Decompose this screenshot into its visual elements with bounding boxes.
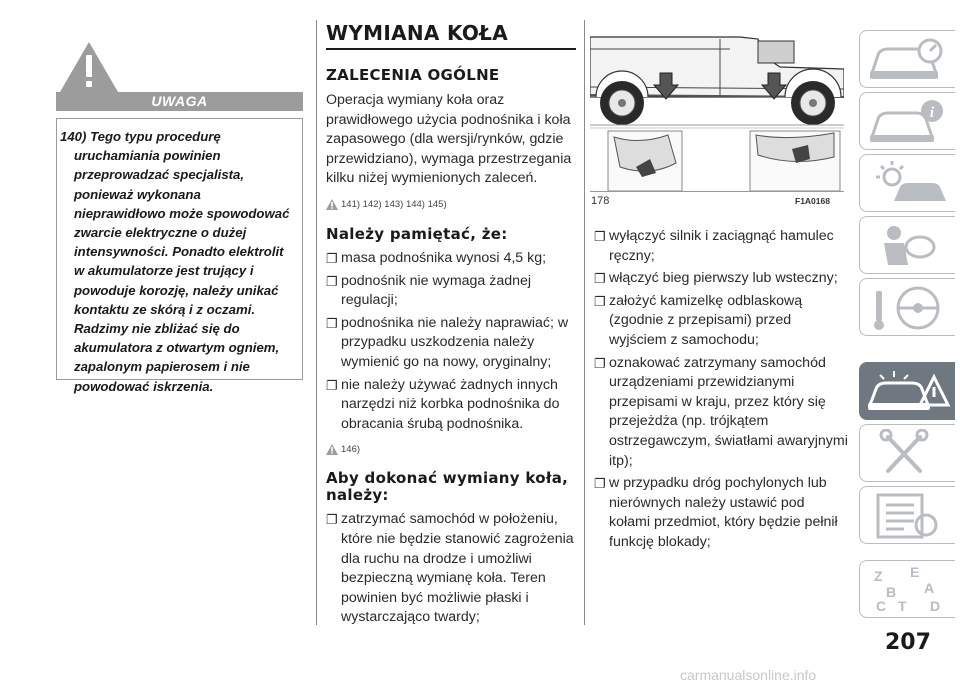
index-alphabet-icon <box>864 565 952 615</box>
remember-list <box>326 249 576 434</box>
steps-title: Aby dokonać wymiany koła, należy: <box>326 469 569 505</box>
list-item: ❐ podnośnika nie należy naprawiać; w przypadku uszkodzenia należy wymienić go na nowy, oryginalny; <box>326 314 576 373</box>
index-letter: Z <box>874 568 883 584</box>
mini-warning-icon <box>326 199 338 210</box>
car-emergency-icon <box>864 367 952 417</box>
title-rule <box>326 48 576 50</box>
figure-rule <box>590 191 844 192</box>
tab-info[interactable] <box>859 92 955 150</box>
tab-emergency[interactable] <box>859 362 955 420</box>
index-letter: C <box>876 598 887 614</box>
index-letter: E <box>910 565 920 580</box>
right-column <box>594 227 848 556</box>
figure-code: F1A0168 <box>795 196 830 206</box>
section-subtitle: ZALECENIA OGÓLNE <box>326 66 500 84</box>
warning-refs: 141) 142) 143) 144) 145) <box>326 198 576 212</box>
warning-triangle-icon <box>58 40 120 94</box>
warning-header: UWAGA <box>56 92 303 111</box>
tab-starting[interactable] <box>859 278 955 336</box>
remember-title: Należy pamiętać, że: <box>326 224 508 243</box>
steps-list-continued <box>594 227 848 553</box>
note-number: 140) Tego typu procedurę <box>60 129 221 144</box>
list-item: ❐ podnośnik nie wymaga żadnej regulacji; <box>326 272 576 311</box>
tab-index[interactable] <box>859 560 955 618</box>
intro-paragraph: Operacja wymiany koła oraz prawidłowego użycia podnośnika i koła zapasowego (dla wersji/rynków, gdzie przewidziano), wymaga przestrzegania kilku niżej wymienionych zaleceń. <box>326 92 572 187</box>
index-letter: A <box>924 580 935 596</box>
steering-wheel-key-icon <box>864 283 952 333</box>
page-number: 207 <box>885 630 931 655</box>
tab-dashboard[interactable] <box>859 30 955 88</box>
figure-number: 178 <box>591 195 610 207</box>
section-title: WYMIANA KOŁA <box>326 21 509 45</box>
car-info-icon <box>864 97 952 147</box>
tab-technical-data[interactable] <box>859 486 955 544</box>
svg-text:i: i <box>929 105 935 121</box>
column-divider <box>316 20 317 625</box>
index-letter: D <box>930 598 941 614</box>
tab-maintenance[interactable] <box>859 424 955 482</box>
technical-data-icon <box>864 491 952 541</box>
tab-safety[interactable] <box>859 216 955 274</box>
list-item: ❐ włączyć bieg pierwszy lub wsteczny; <box>594 269 848 289</box>
list-item: ❐ w przypadku dróg pochylonych lub nierównych należy ustawić pod kołami przedmiot, który będzie pełnił funkcję blokady; <box>594 474 848 552</box>
mini-warning-icon <box>326 444 338 455</box>
list-item: ❐ wyłączyć silnik i zaciągnąć hamulec ręczny; <box>594 227 848 266</box>
maintenance-tools-icon <box>864 429 952 479</box>
list-item: ❐ oznakować zatrzymany samochód urządzeniami przewidzianymi przepisami w kraju, przez który się przejeżdża (np. trójkątem ostrzegawczym, światłami awaryjnymi itp); <box>594 354 848 472</box>
tab-lights[interactable] <box>859 154 955 212</box>
airbag-safety-icon <box>864 221 952 271</box>
list-item: ❐ założyć kamizelkę odblaskową (zgodnie z przepisami) przed wyjściem z samochodu; <box>594 292 848 351</box>
van-jack-points-figure <box>590 27 844 215</box>
column-divider <box>584 20 585 625</box>
list-item: ❐ zatrzymać samochód w położeniu, które nie będzie stanowić zagrożenia dla ruchu na drodze i umożliwi bezpieczną wymianę koła. Teren powinien być możliwie płaski i wystarczająco twardy; <box>326 510 576 628</box>
watermark: carmanualsonline.info <box>680 667 817 683</box>
index-letter: B <box>886 584 897 600</box>
car-lights-icon <box>864 159 952 209</box>
warning-note <box>60 127 296 396</box>
list-item: ❐ masa podnośnika wynosi 4,5 kg; <box>326 249 576 269</box>
car-dashboard-icon <box>864 35 952 85</box>
note-text: uruchamiania powinien przeprowadzać specjalista, ponieważ wykonana nieprawidłowo może spowodować zwarcie elektryczne o dużej intensywności. Ponadto elektrolit w akumulatorze jest trujący i powoduje korozję, należy unikać kontaktu ze skórą i z oczami. Radzimy nie zbliżać się do akumulatora z otwartym ogniem, zapalonym papierosem i nie powodować iskrzenia. <box>74 148 290 394</box>
main-column <box>326 20 576 631</box>
steps-list <box>326 510 576 628</box>
warning-refs: 146) <box>326 442 576 456</box>
index-letter: T <box>898 598 907 614</box>
list-item: ❐ nie należy używać żadnych innych narzędzi niż korbka podnośnika do obracania śrubą podnośnika. <box>326 376 576 435</box>
